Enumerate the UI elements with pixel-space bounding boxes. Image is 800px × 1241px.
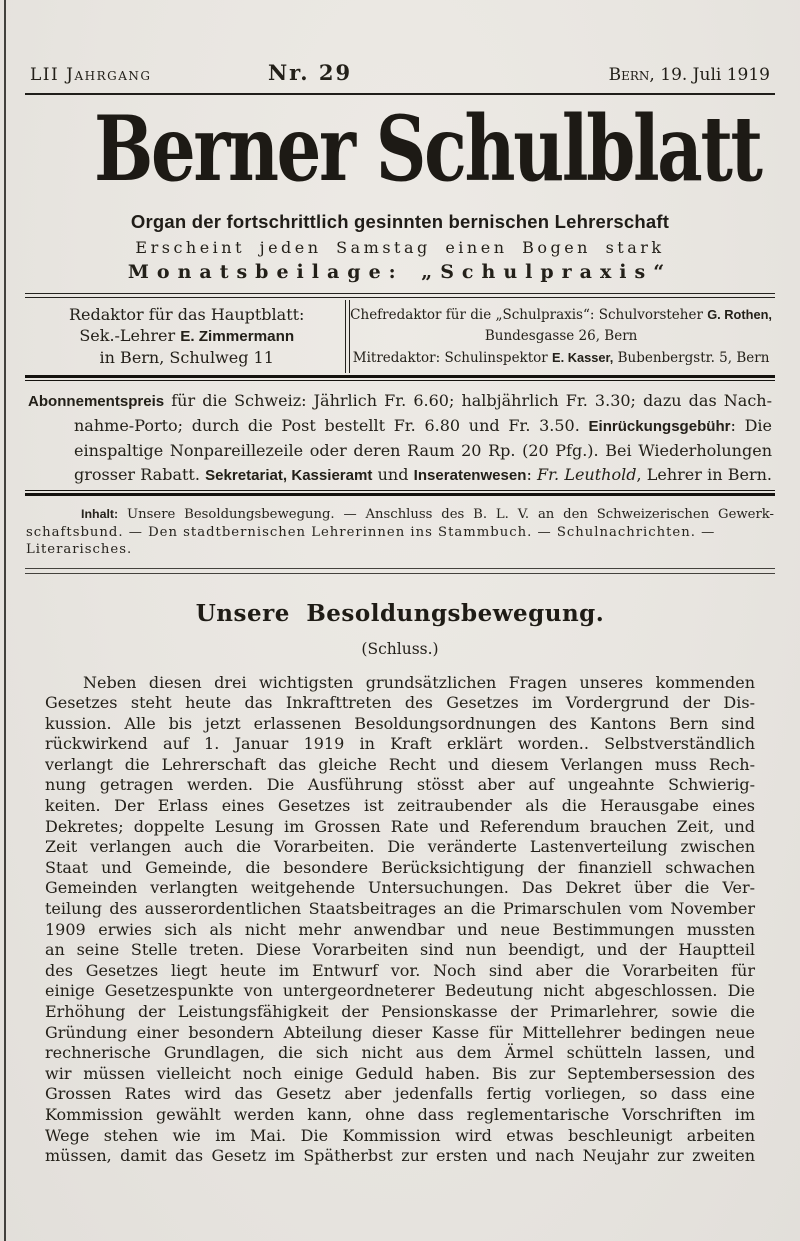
text-run: : Die bbox=[730, 416, 772, 435]
editor-supplement-line: Bundesgasse 26, Bern bbox=[484, 328, 638, 344]
article-line: nung getragen werden. Die Ausführung stösst aber auf ungeahnte Schwierig- bbox=[45, 775, 755, 795]
editor-main-line: Redaktor für das Hauptblatt: bbox=[69, 305, 305, 324]
article-line: Wege stehen wie im Mai. Die Kommission wird etwas beschleunigt arbeiten bbox=[45, 1125, 755, 1145]
article-line: Neben diesen drei wichtigsten grundsätzlichen Fragen unseres kommenden bbox=[83, 672, 755, 692]
editor-name: G. Rothen, bbox=[707, 307, 772, 322]
editor-name: E. Kasser, bbox=[552, 350, 614, 365]
dateline-date: 19. Juli 1919 bbox=[654, 65, 770, 85]
editor-supplement-column bbox=[350, 298, 772, 375]
text-run: und bbox=[372, 465, 414, 484]
scan-edge-artifact bbox=[4, 0, 6, 1241]
article-line: Kommission gewählt werden kann, ohne dass reglementarische Vorschriften im bbox=[45, 1104, 755, 1124]
schedule-subtitle: Erscheint jeden Samstag einen Bogen stark bbox=[135, 238, 665, 257]
article-line: Dekretes; doppelte Lesung im Grossen Rate und Referendum brauchen Zeit, und bbox=[45, 816, 755, 836]
article-line: rechnerische Grundlagen, die sich nicht aus dem Ärmel schütteln lassen, und bbox=[45, 1043, 755, 1063]
organ-subtitle: Organ der fortschrittlich gesinnten bernischen Lehrerschaft bbox=[130, 211, 670, 232]
header-rule bbox=[25, 93, 775, 95]
editor-main-line: in Bern, Schulweg 11 bbox=[99, 348, 274, 367]
bold-term: Einrückungsgebühr bbox=[588, 418, 731, 435]
heavy-rule bbox=[25, 490, 775, 496]
text-run: Unsere Besoldungsbewegung. — Anschluss des B. L. V. an den Schweizerischen Gewerk- bbox=[118, 507, 774, 522]
editor-main-line bbox=[28, 325, 345, 347]
text-run: grosser Rabatt. bbox=[74, 465, 206, 484]
article-line: Grossen Rates wird das Gesetz aber jedenfalls fertig vorliegen, so dass eine bbox=[45, 1084, 755, 1104]
text-run: nahme-Porto; durch die Post bestellt Fr. 6.80 und Fr. 3.50. bbox=[74, 416, 589, 435]
heavy-rule bbox=[25, 375, 775, 381]
contents-summary bbox=[26, 506, 774, 559]
article-subtitle: (Schluss.) bbox=[361, 639, 439, 658]
article-line: Staat und Gemeinde, die besondere Berücksichtigung der finanziell schwachen bbox=[45, 857, 755, 877]
article-line: einige Gesetzespunkte von untergeordneterer Bedeutung nicht abgeschlossen. Die bbox=[45, 981, 755, 1001]
article-body bbox=[45, 673, 755, 1167]
masthead-title: Berner Schulblatt bbox=[94, 96, 761, 202]
subscription-line bbox=[28, 389, 772, 414]
text-run: Bubenbergstr. 5, Bern bbox=[613, 350, 770, 366]
editor-name: E. Zimmermann bbox=[180, 328, 295, 345]
bold-term: Sekretariat, Kassieramt bbox=[205, 467, 373, 484]
article-line: Zeit verlangen auch die Vorarbeiten. Die veränderte Lastenverteilung zwischen bbox=[45, 837, 755, 857]
article-line: Erhöhung der Leistungsfähigkeit der Pensionskasse der Primarlehrer, sowie die bbox=[45, 1002, 755, 1021]
subscription-line bbox=[28, 414, 772, 439]
subscription-line: einspaltige Nonpareillezeile oder deren Raum 20 Rp. (20 Pfg.). Bei Wiederholungen bbox=[74, 441, 772, 460]
article-line: Gesetzes steht heute das Inkrafttreten des Gesetzes im Vordergrund der Dis- bbox=[45, 693, 755, 713]
article-line: rückwirkend auf 1. Januar 1919 in Kraft erklärt worden.. Selbstverständlich bbox=[45, 734, 755, 754]
double-rule-bottom bbox=[25, 568, 775, 574]
article-line: Gründung einer besondern Abteilung dieser Kasse für Mittellehrer bedingen neue bbox=[45, 1022, 755, 1042]
text-run: für die Schweiz: Jährlich Fr. 6.60; halbjährlich Fr. 3.30; dazu das Nach- bbox=[164, 391, 772, 410]
dateline bbox=[609, 65, 770, 85]
subscription-line bbox=[28, 463, 772, 488]
contents-label: Inhalt: bbox=[81, 507, 119, 521]
article-line: Gemeinden verlangten weitgehende Untersuchungen. Das Dekret über die Ver- bbox=[45, 878, 755, 898]
text-run: , Lehrer in Bern. bbox=[636, 465, 772, 484]
editor-main-column bbox=[28, 298, 345, 375]
volume-label: LII Jahrgang bbox=[30, 65, 152, 85]
text-run: Sek.-Lehrer bbox=[79, 326, 181, 345]
article-line: kussion. Alle bis jetzt erlassenen Besoldungsordnungen des Kantons Bern sind bbox=[45, 713, 755, 733]
issue-header bbox=[30, 0, 770, 88]
contents-line bbox=[26, 506, 774, 524]
subscription-note bbox=[28, 389, 772, 488]
bold-term: Inseratenwesen bbox=[413, 467, 527, 484]
article-line: teilung des ausserordentlichen Staatsbeitrages an die Primarschulen vom November bbox=[45, 899, 755, 919]
contents-line: schaftsbund. — Den stadtbernischen Lehrerinnen ins Stammbuch. — Schulnachrichten. — Literarisches. bbox=[26, 524, 716, 557]
article-line: des Gesetzes liegt heute im Entwurf vor. Noch sind aber die Vorarbeiten für bbox=[45, 960, 755, 980]
text-run: Chefredaktor für die „Schulpraxis“: Schulvorsteher bbox=[350, 307, 708, 323]
article-line: müssen, damit das Gesetz im Spätherbst zur ersten und nach Neujahr zur zweiten bbox=[45, 1146, 755, 1166]
article-line: 1909 erwies sich als nicht mehr anwendbar und neue Bestimmungen mussten bbox=[45, 919, 755, 939]
editor-supplement-line bbox=[350, 347, 772, 369]
article-title: Unsere Besoldungsbewegung. bbox=[195, 599, 605, 627]
text-run: : bbox=[526, 465, 538, 484]
article-line: verlangt die Lehrerschaft das gleiche Recht und diesem Verlangen muss Rech- bbox=[45, 754, 755, 774]
article-line: an seine Stelle treten. Diese Vorarbeiten sind nun beendigt, und der Hauptteil bbox=[45, 940, 755, 960]
editors-block bbox=[28, 298, 772, 375]
article-line: keiten. Der Erlass eines Gesetzes ist zeitraubender als die Herausgabe eines bbox=[45, 796, 755, 816]
dateline-place: Bern, bbox=[608, 65, 655, 85]
issue-number: Nr. 29 bbox=[267, 60, 353, 85]
person-name: Fr. Leuthold bbox=[537, 465, 637, 484]
masthead bbox=[0, 96, 800, 202]
bold-term: Abonnementspreis bbox=[28, 393, 165, 410]
text-run: Mitredaktor: Schulinspektor bbox=[352, 350, 553, 366]
editor-supplement-line bbox=[350, 304, 772, 326]
article-line: wir müssen vielleicht noch einige Geduld haben. Bis zur Septembersession des bbox=[45, 1063, 755, 1083]
supplement-subtitle: Monatsbeilage: „Schulpraxis“ bbox=[127, 261, 673, 283]
